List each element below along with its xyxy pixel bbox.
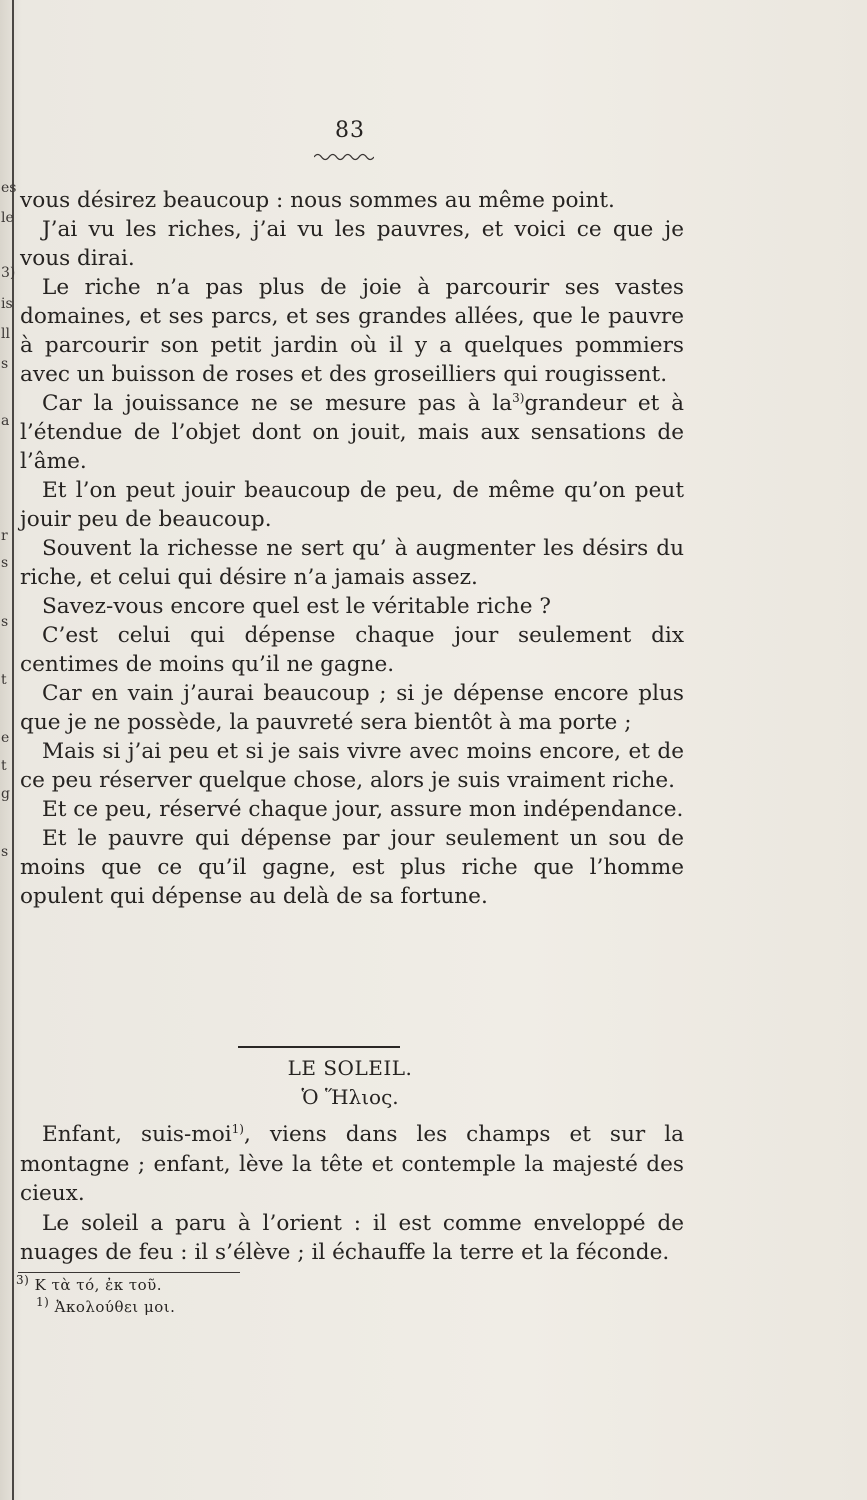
paragraph: Le soleil a paru à l’orient : il est comme enveloppé de nuages de feu : il s’élève ; il échauffe la terre et la féconde.	[20, 1210, 684, 1265]
margin-fragment: es	[1, 180, 17, 196]
footnote-mark: 3)	[16, 1273, 30, 1287]
margin-fragment: is	[1, 296, 13, 312]
section-title: LE SOLEIL.	[287, 1056, 413, 1080]
paragraph: Mais si j’ai peu et si je sais vivre avec moins encore, et de ce peu réserver quelque chose, alors je suis vraiment riche.	[20, 739, 684, 793]
paragraph	[20, 389, 684, 476]
paragraph: J’ai vu les riches, j’ai vu les pauvres, et voici ce que je vous dirai.	[20, 217, 684, 271]
paragraph: C’est celui qui dépense chaque jour seulement dix centimes de moins qu’il ne gagne.	[20, 623, 684, 677]
paragraph: Souvent la richesse ne sert qu’ à augmenter les désirs du riche, et celui qui désire n’a jamais assez.	[20, 536, 684, 590]
section-divider	[238, 1046, 400, 1048]
footnote-text: Κ τὰ τό, ἐκ τοῦ.	[34, 1276, 163, 1294]
margin-fragment: ll	[1, 326, 10, 342]
margin-fragment: a	[1, 413, 10, 429]
main-text	[20, 186, 684, 911]
margin-fragment: s	[1, 614, 9, 630]
margin-fragment: t	[1, 672, 7, 688]
paragraph	[20, 1120, 684, 1209]
paragraph-text: grandeur et à l’étendue de l’objet dont on jouit, mais aux sensations de l’âme.	[20, 391, 684, 474]
paragraph-text: Enfant, suis-moi	[42, 1122, 232, 1147]
section-subtitle: Ὁ Ἥλιος.	[301, 1085, 399, 1109]
margin-fragment: le	[1, 210, 14, 226]
footnote-divider	[18, 1272, 240, 1273]
margin-fragment: s	[1, 555, 9, 571]
binding-gutter	[0, 0, 17, 1500]
page-number: 83	[335, 118, 365, 143]
paragraph: Et l’on peut jouir beaucoup de peu, de même qu’on peut jouir peu de beaucoup.	[20, 478, 684, 532]
paragraph: Car en vain j’aurai beaucoup ; si je dépense encore plus que je ne possède, la pauvreté sera bientôt à ma porte ;	[20, 681, 684, 735]
paragraph: vous désirez beaucoup : nous sommes au même point.	[20, 188, 615, 213]
wavy-ornament	[314, 152, 374, 162]
footnote-reference: 1)	[231, 1121, 244, 1136]
margin-fragment: r	[1, 528, 8, 544]
margin-fragment: s	[1, 356, 9, 372]
margin-fragment: e	[1, 730, 10, 746]
section-text	[20, 1120, 684, 1268]
margin-fragment: 3)	[1, 265, 16, 281]
paragraph: Et le pauvre qui dépense par jour seulement un sou de moins que ce qu’il gagne, est plus riche que l’homme opulent qui dépense au delà de sa fortune.	[20, 826, 684, 909]
paragraph: Le riche n’a pas plus de joie à parcourir ses vastes domaines, et ses parcs, et ses grandes allées, que le pauvre à parcourir son petit jardin où il y a quelques pommiers avec un buisson de roses et des groseilliers qui rougissent.	[20, 275, 684, 387]
paragraph-text: , viens dans les champs et sur la montagne ; enfant, lève la tête et contemple la majesté des cieux.	[20, 1122, 684, 1206]
margin-fragment: s	[1, 844, 9, 860]
footnote	[36, 1295, 176, 1316]
paragraph: Et ce peu, réservé chaque jour, assure mon indépendance.	[42, 797, 684, 822]
footnote-reference: 3)	[512, 390, 525, 405]
footnote	[16, 1273, 163, 1294]
paragraph: Savez-vous encore quel est le véritable riche ?	[42, 594, 551, 619]
margin-fragment: g	[1, 786, 10, 802]
paragraph-text: Car la jouissance ne se mesure pas à la	[42, 391, 513, 416]
footnote-text: Ἀκολούθει μοι.	[54, 1298, 176, 1316]
margin-fragment: t	[1, 758, 7, 774]
footnote-mark: 1)	[36, 1295, 50, 1309]
